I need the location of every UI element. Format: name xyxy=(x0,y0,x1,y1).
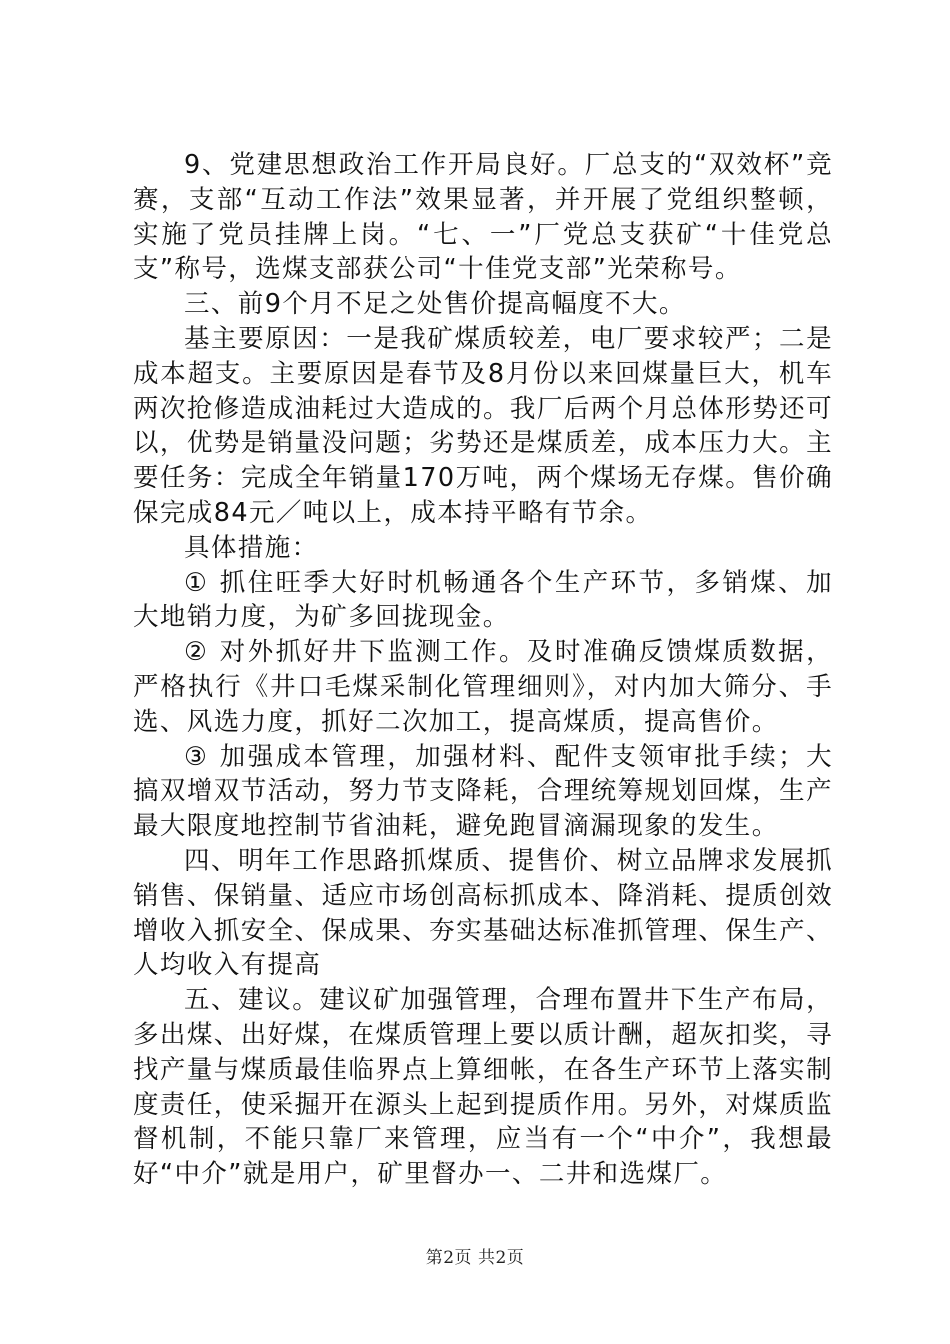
page-number-footer: 第2页 共2页 xyxy=(425,1248,525,1268)
paragraph-party-building: 9、党建思想政治工作开局良好。厂总支的“双效杯”竞赛，支部“互动工作法”效果显著，并开展了党组织整顿，实施了党员挂牌上岗。“七、一”厂党总支获矿“十佳党总支”称号，选煤支部获公司“十佳党支部”光荣称号。 xyxy=(133,150,833,285)
document-body xyxy=(133,148,833,1192)
paragraph-next-year-plan: 四、明年工作思路抓煤质、提售价、树立品牌求发展抓销售、保销量、适应市场创高标抓成本、降消耗、提质创效增收入抓安全、保成果、夯实基础达标准抓管理、保生产、人均收入有提高 xyxy=(133,845,833,981)
paragraph-measure-2: ② 对外抓好井下监测工作。及时准确反馈煤质数据，严格执行《井口毛煤采制化管理细则》，对内加大筛分、手选、风选力度，抓好二次加工，提高煤质，提高售价。 xyxy=(133,637,833,737)
paragraph-measures-heading: 具体措施： xyxy=(184,532,319,563)
paragraph-shortcomings-heading: 三、前9个月不足之处售价提高幅度不大。 xyxy=(184,289,686,320)
paragraph-suggestions: 五、建议。建议矿加强管理，合理布置井下生产布局，多出煤、出好煤，在煤质管理上要以质计酬，超灰扣奖，寻找产量与煤质最佳临界点上算细帐，在各生产环节上落实制度责任，使采掘开在源头上起到提质作用。另外，对煤质监督机制，不能只靠厂来管理，应当有一个“中介”，我想最好“中介”就是用户，矿里督办一、二井和选煤厂。 xyxy=(133,985,833,1190)
paragraph-measure-3: ③ 加强成本管理，加强材料、配件支领审批手续；大搞双增双节活动，努力节支降耗，合理统筹规划回煤，生产最大限度地控制节省油耗，避免跑冒滴漏现象的发生。 xyxy=(133,741,833,842)
paragraph-measure-1: ① 抓住旺季大好时机畅通各个生产环节，多销煤、加大地销力度，为矿多回拢现金。 xyxy=(133,567,833,633)
paragraph-main-reasons: 基主要原因：一是我矿煤质较差，电厂要求较严；二是成本超支。主要原因是春节及8月份以来回煤量巨大，机车两次抢修造成油耗过大造成的。我厂后两个月总体形势还可以，优势是销量没问题；劣势还是煤质差，成本压力大。主要任务：完成全年销量170万吨，两个煤场无存煤。售价确保完成84元／吨以上，成本持平略有节余。 xyxy=(133,323,833,528)
